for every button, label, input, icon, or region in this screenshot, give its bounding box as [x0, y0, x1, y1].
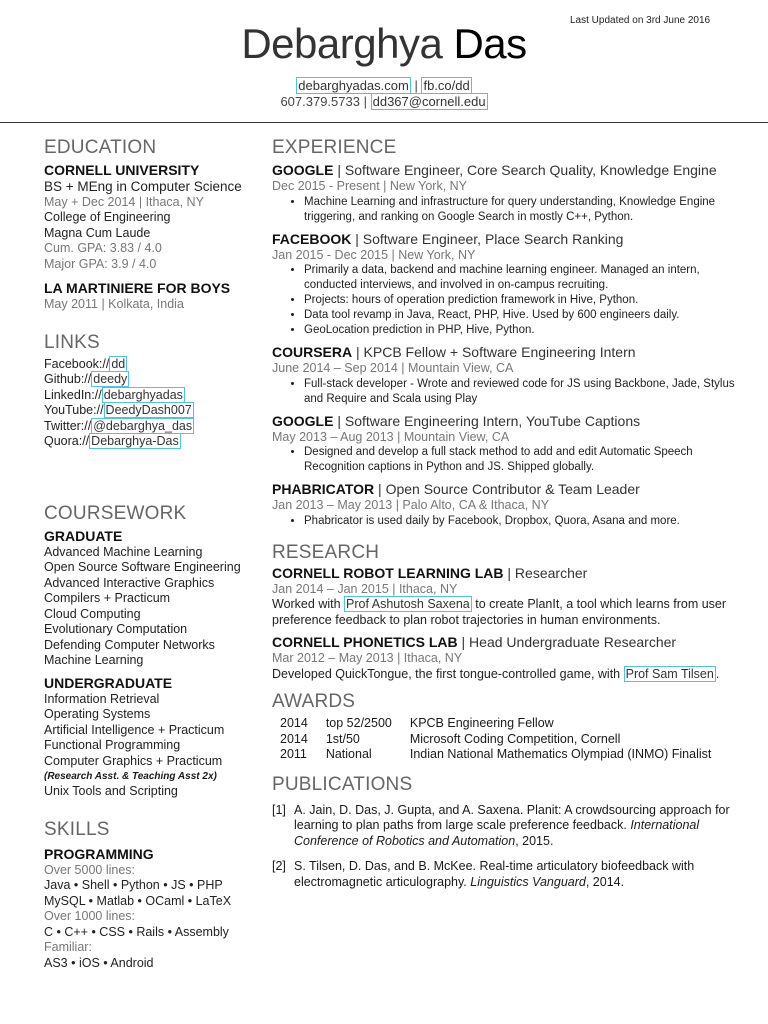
contact-info: [0, 78, 768, 110]
header-divider: [0, 122, 768, 123]
lab-name: CORNELL PHONETICS LAB: [272, 634, 458, 650]
link-github[interactable]: deedy: [93, 372, 128, 386]
graduate-heading: GRADUATE: [44, 527, 123, 544]
job-role: | KPCB Fellow + Software Engineering Intern: [356, 344, 636, 360]
course-item: Artificial Intelligence + Practicum: [44, 722, 225, 737]
job-date: Jan 2015 - Dec 2015 | New York, NY: [272, 247, 476, 262]
research-title-line: [272, 565, 742, 582]
link-label: Facebook://: [44, 356, 110, 371]
links-list: [44, 357, 259, 450]
job-entry: [272, 481, 742, 529]
link-item: [44, 434, 259, 450]
pub-venue: International Conference of Robotics and Automation: [294, 818, 700, 848]
honors: Magna Cum Laude: [44, 225, 151, 240]
award-year: 2014: [280, 716, 308, 730]
award-row: [280, 732, 729, 748]
company-name: FACEBOOK: [272, 230, 352, 247]
course-item: Information Retrieval: [44, 691, 160, 706]
research-role: | Researcher: [507, 564, 588, 581]
research-title-line: [272, 634, 742, 651]
first-name: Debarghya: [241, 20, 443, 67]
link-item: [44, 388, 259, 404]
major-gpa: Major GPA: 3.9 / 4.0: [44, 256, 157, 271]
job-bullets: [304, 445, 742, 475]
research-entry: [272, 565, 742, 629]
research-date: Jan 2014 – Jan 2015 | Ithaca, NY: [272, 581, 458, 596]
job-entry: [272, 413, 742, 476]
job-bullets: [304, 514, 742, 529]
award-rank: National: [325, 747, 372, 761]
job-bullets: [304, 263, 742, 338]
experience-heading: EXPERIENCE: [272, 137, 397, 158]
last-name: Das: [453, 20, 527, 67]
graduate-list: [44, 545, 259, 669]
pub-text: A. Jain, D. Das, J. Gupta, and A. Saxena. Planit: A crowdsourcing approach for learning to plan paths from large scale preference feedback.: [294, 802, 730, 832]
skill-level: Familiar:: [44, 940, 92, 954]
company-name: GOOGLE: [272, 162, 334, 178]
job-title-line: [272, 231, 742, 248]
course-item: Functional Programming: [44, 738, 181, 752]
publication-entry: [272, 859, 742, 890]
job-bullet: • Projects: hours of operation prediction framework in Hive, Python.: [304, 293, 742, 308]
course-item: Evolutionary Computation: [44, 622, 188, 636]
skill-level: Over 1000 lines:: [44, 909, 136, 923]
course-item: Unix Tools and Scripting: [44, 784, 178, 798]
pub-tail: , 2014.: [585, 874, 625, 889]
job-bullet: • Primarily a data, backend and machine learning engineer. Managed an intern, conducted interviews, and involved in on-campus recruiting.: [304, 263, 742, 293]
job-date: Dec 2015 - Present | New York, NY: [272, 179, 468, 193]
awards-heading: AWARDS: [272, 691, 356, 712]
research-desc: [272, 667, 742, 683]
right-column: [272, 130, 742, 890]
link-label: Quora://: [44, 434, 90, 448]
programming-heading: PROGRAMMING: [44, 845, 154, 862]
job-bullet: • Data tool revamp in Java, React, PHP, Hive. Used by 600 engineers daily.: [304, 308, 742, 323]
research-text: Worked with: [272, 597, 341, 611]
job-bullet: • Machine Learning and infrastructure for query understanding, Knowledge Engine triggering, and ranking on Google Search in mostly C++, Python.: [304, 195, 742, 225]
research-desc: [272, 597, 742, 628]
page-title: [0, 16, 768, 72]
coursework-heading: COURSEWORK: [44, 502, 187, 524]
award-row: [280, 747, 729, 763]
job-title-line: [272, 413, 742, 430]
link-item: [44, 372, 259, 388]
pub-citation: [294, 803, 742, 850]
research-text: .: [715, 666, 720, 681]
research-text: to create PlanIt, a tool which learns from user preference feedback to plan robot trajectories in human environments.: [272, 597, 727, 627]
facebook-link[interactable]: fb.co/dd: [423, 78, 470, 93]
publication-entry: [272, 803, 742, 850]
job-date: May 2013 – Aug 2013 | Mountain View, CA: [272, 429, 510, 444]
link-label: LinkedIn://: [44, 387, 102, 402]
college: College of Engineering: [44, 210, 171, 224]
research-role: | Head Undergraduate Researcher: [461, 634, 677, 650]
job-title-line: [272, 162, 742, 179]
link-twitter[interactable]: @debarghya_das: [93, 418, 193, 433]
undergrad-list: [44, 692, 259, 800]
publications-heading: PUBLICATIONS: [272, 773, 413, 795]
award-rank: top 52/2500: [325, 716, 392, 730]
separator: |: [414, 78, 418, 93]
cum-gpa: Cum. GPA: 3.83 / 4.0: [44, 241, 162, 255]
skills-heading: SKILLS: [44, 818, 110, 840]
phone-number: 607.379.5733: [280, 94, 360, 109]
link-linkedin[interactable]: debarghyadas: [103, 387, 183, 402]
course-item: Cloud Computing: [44, 606, 141, 621]
job-role: | Software Engineering Intern, YouTube Captions: [337, 412, 641, 429]
link-facebook[interactable]: dd: [111, 356, 126, 371]
advisor-link[interactable]: Prof Ashutosh Saxena: [346, 597, 470, 611]
company-name: COURSERA: [272, 344, 353, 360]
skill-level: Over 5000 lines:: [44, 862, 136, 877]
undergrad-heading: UNDERGRADUATE: [44, 674, 173, 691]
left-column: [44, 130, 259, 971]
job-bullet: • Full-stack developer - Wrote and reviewed code for JS using Backbone, Jade, Stylus and Require and Scala using Play: [304, 377, 742, 407]
award-name: Microsoft Coding Competition, Cornell: [409, 731, 621, 746]
course-item: Open Source Software Engineering: [44, 560, 241, 574]
award-name: Indian National Mathematics Olympiad (INMO) Finalist: [409, 747, 712, 761]
awards-table: [280, 716, 729, 763]
pub-citation: [294, 859, 742, 890]
edu-date: May + Dec 2014 | Ithaca, NY: [44, 194, 204, 209]
course-note: (Research Asst. & Teaching Asst 2x): [44, 771, 217, 782]
job-role: | Software Engineer, Place Search Ranking: [355, 230, 624, 247]
award-name: KPCB Engineering Fellow: [409, 716, 554, 730]
website-link[interactable]: debarghyadas.com: [298, 78, 409, 93]
job-date: June 2014 – Sep 2014 | Mountain View, CA: [272, 361, 514, 375]
course-item: Advanced Interactive Graphics: [44, 575, 215, 590]
course-item: Operating Systems: [44, 707, 151, 721]
lab-name: CORNELL ROBOT LEARNING LAB: [272, 564, 504, 581]
job-title-line: [272, 481, 742, 498]
job-entry: [272, 162, 742, 225]
job-entry: [272, 231, 742, 339]
award-rank: 1st/50: [325, 731, 360, 746]
job-bullets: [304, 377, 742, 407]
separator: |: [363, 94, 367, 109]
job-date: Jan 2013 – May 2013 | Palo Alto, CA & Ithaca, NY: [272, 498, 550, 512]
skill-list: AS3 • iOS • Android: [44, 955, 154, 970]
edu-date: May 2011 | Kolkata, India: [44, 297, 184, 311]
pub-venue: Linguistics Vanguard: [470, 874, 586, 889]
course-item: Computer Graphics + Practicum: [44, 753, 223, 768]
link-label: YouTube://: [44, 403, 104, 417]
award-year: 2011: [280, 747, 307, 761]
job-bullet: • GeoLocation prediction in PHP, Hive, Python.: [304, 323, 742, 338]
link-youtube[interactable]: DeedyDash007: [105, 403, 192, 417]
pub-number: [1]: [272, 802, 286, 817]
research-text: Developed QuickTongue, the first tongue-controlled game, with: [272, 666, 621, 681]
job-bullet: • Designed and develop a full stack method to add and edit Automatic Speech Recognition captions in Python and JS. Shipped globally.: [304, 445, 742, 475]
award-year: 2014: [280, 731, 308, 746]
course-item: Advanced Machine Learning: [44, 544, 203, 559]
research-entry: [272, 634, 742, 682]
links-heading: LINKS: [44, 331, 100, 353]
skill-list: MySQL • Matlab • OCaml • LaTeX: [44, 893, 232, 908]
skill-list: C • C++ • CSS • Rails • Assembly: [44, 924, 229, 939]
skill-list: Java • Shell • Python • JS • PHP: [44, 878, 223, 892]
education-heading: EDUCATION: [44, 137, 157, 158]
advisor-link[interactable]: Prof Sam Tilsen: [625, 666, 714, 681]
link-label: Twitter://: [44, 418, 92, 433]
link-item: [44, 403, 259, 419]
pub-tail: , 2015.: [515, 833, 554, 848]
link-quora[interactable]: Debarghya-Das: [91, 434, 179, 448]
course-item: Compilers + Practicum: [44, 591, 171, 605]
pub-text: S. Tilsen, D. Das, and B. McKee. Real-time articulatory biofeedback with electromagnetic articulography.: [294, 859, 695, 889]
course-item: Defending Computer Networks: [44, 637, 215, 652]
pub-number: [2]: [272, 859, 286, 873]
course-item: Machine Learning: [44, 653, 144, 667]
job-title-line: [272, 344, 742, 361]
award-row: [280, 716, 729, 732]
company-name: GOOGLE: [272, 412, 334, 429]
link-item: [44, 357, 259, 373]
job-entry: [272, 344, 742, 407]
degree: BS + MEng in Computer Science: [44, 179, 242, 194]
last-updated: Last Updated on 3rd June 2016: [570, 15, 711, 26]
job-bullet: • Phabricator is used daily by Facebook, Dropbox, Quora, Asana and more.: [304, 514, 742, 529]
link-label: Github://: [44, 372, 92, 386]
research-heading: RESEARCH: [272, 541, 380, 563]
job-role: | Open Source Contributor & Team Leader: [378, 481, 640, 497]
school-name: CORNELL UNIVERSITY: [44, 162, 200, 178]
email-link[interactable]: dd367@cornell.edu: [372, 94, 486, 109]
company-name: PHABRICATOR: [272, 481, 375, 497]
link-item: [44, 419, 259, 435]
job-role: | Software Engineer, Core Search Quality, Knowledge Engine: [337, 162, 717, 178]
research-date: Mar 2012 – May 2013 | Ithaca, NY: [272, 651, 463, 665]
job-bullets: [304, 195, 742, 225]
school-name: LA MARTINIERE FOR BOYS: [44, 280, 231, 296]
